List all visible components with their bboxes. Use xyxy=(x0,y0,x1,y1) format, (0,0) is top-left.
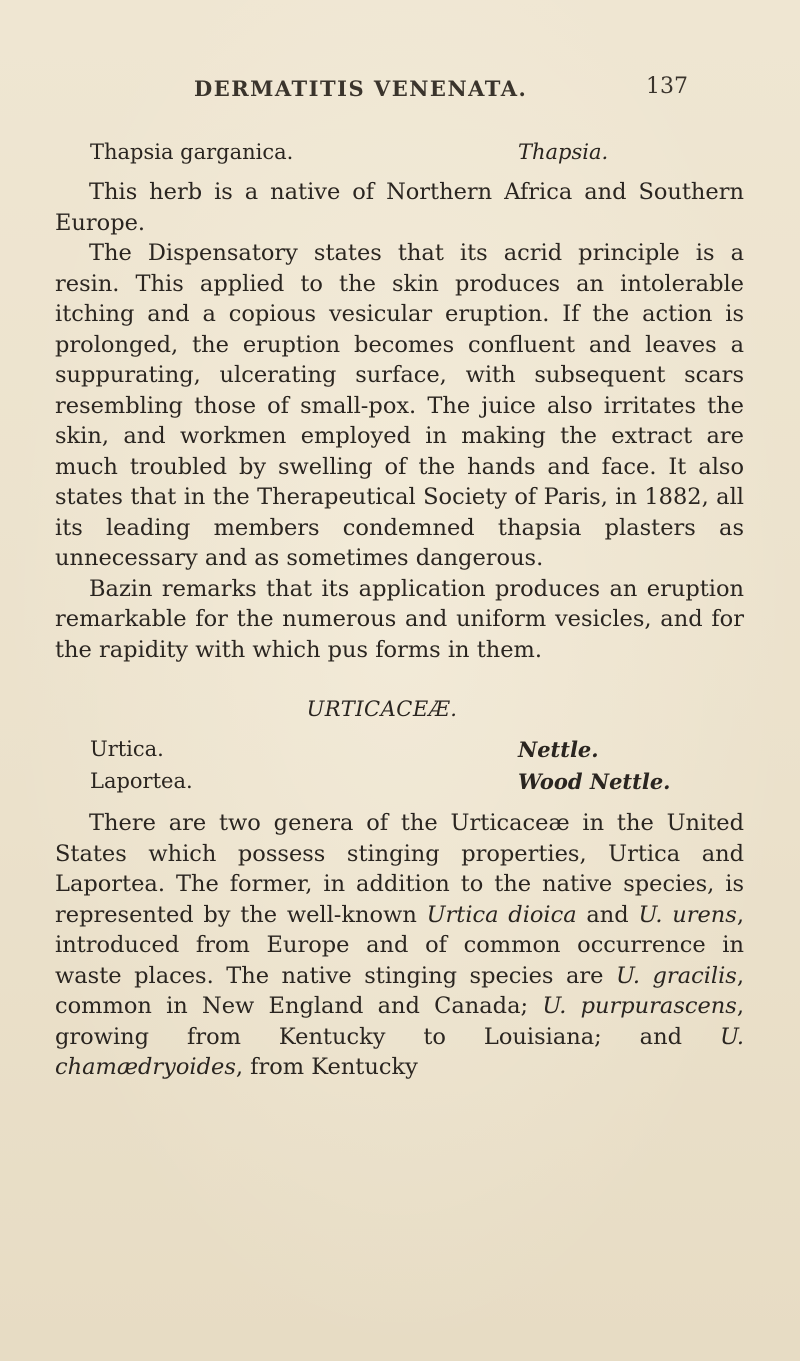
text-run: There are two genera of the Urticaceæ in the United States which possess stinging properties, Urtica and Laportea. The former, in addition to the native species, is represented by the well-known xyxy=(55,810,744,928)
thapsia-text xyxy=(55,177,744,665)
laportea-common-name: Wood Nettle. xyxy=(518,769,671,794)
urtica-botanical-name: Urtica. xyxy=(90,737,164,761)
text-run: , common in New England and Canada; xyxy=(55,962,744,1019)
page-header xyxy=(194,76,688,110)
thapsia-paragraph-2: The Dispensatory states that its acrid principle is a resin. This applied to the skin produces an intolerable itching and a copious vesicular eruption. If the action is prolonged, the eruption becomes confluent and leaves a suppurating, ulcerating surface, with subsequent scars resembling those of small-pox. The juice also irritates the skin, and workmen employed in making the extract are much troubled by swelling of the hands and face. It also states that in the Therapeutical Society of Paris, in 1882, all its leading members condemned thapsia plasters as unnecessary and as sometimes dangerous. xyxy=(55,240,744,571)
thapsia-paragraph-1: This herb is a native of Northern Africa and Southern Europe. xyxy=(55,179,744,236)
species-name: U. purpurascens xyxy=(542,993,737,1019)
species-name: U. chamædryoides xyxy=(55,1023,744,1080)
species-name: U. urens xyxy=(638,901,737,928)
urtica-common-name: Nettle. xyxy=(518,737,599,762)
urtica-entry-row xyxy=(90,737,730,767)
thapsia-common-name: Thapsia. xyxy=(518,140,609,164)
laportea-entry-row xyxy=(90,769,730,799)
text-run: , introduced from Europe and of common occurrence in waste places. The native stinging species are xyxy=(55,901,744,989)
text-run: and xyxy=(576,901,639,928)
thapsia-botanical-name: Thapsia garganica. xyxy=(90,140,294,164)
text-run: , from Kentucky xyxy=(235,1054,418,1080)
section-heading-text: URTICACEÆ. xyxy=(306,697,458,721)
thapsia-paragraph-3: Bazin remarks that its application produces an eruption remarkable for the numerous and uniform vesicles, and for the rapidity with which pus forms in them. xyxy=(55,575,744,663)
urticaceae-paragraph-1 xyxy=(55,808,744,1083)
species-name: Urtica dioica xyxy=(426,901,577,928)
page-number: 137 xyxy=(646,74,688,99)
text-run: , growing from Kentucky to Louisiana; and xyxy=(55,993,744,1050)
thapsia-entry-row xyxy=(90,140,730,170)
urticaceae-text xyxy=(55,808,744,1083)
species-name: U. gracilis xyxy=(615,962,737,989)
section-heading xyxy=(0,697,800,721)
laportea-botanical-name: Laportea. xyxy=(90,769,193,793)
running-head: DERMATITIS VENENATA. xyxy=(194,76,528,101)
